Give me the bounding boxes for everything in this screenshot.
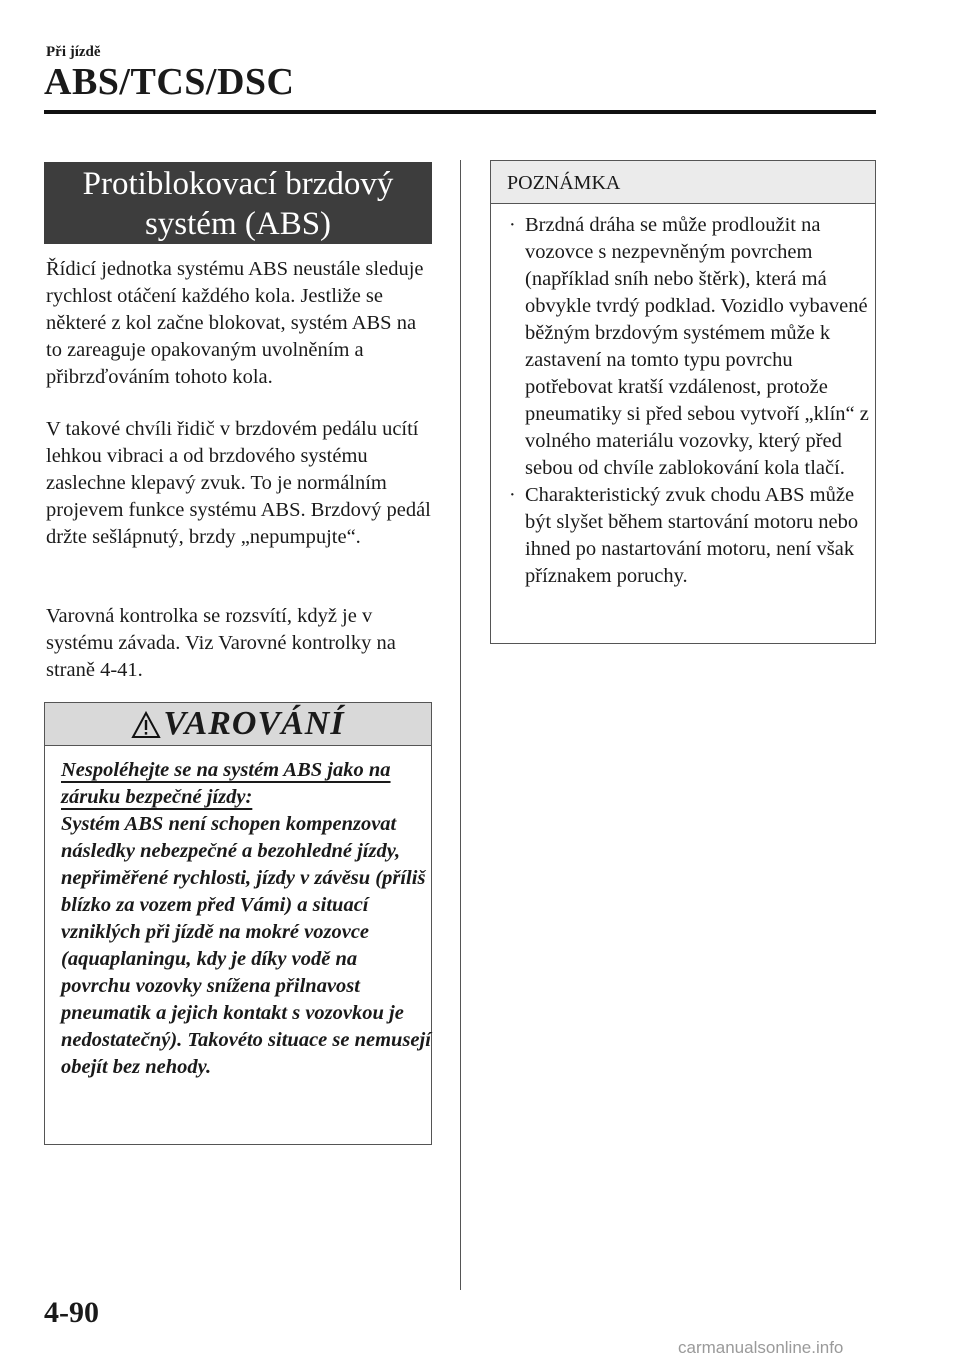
- warning-triangle-icon: [131, 711, 161, 739]
- paragraph-warning-light: Varovná kontrolka se rozsvítí, když je v systému závada. Viz Varovné kontrolky na straně 4-41.: [46, 605, 396, 681]
- warning-subheading: Nespoléhejte se na systém ABS jako na záruku bezpečné jízdy:: [61, 759, 391, 808]
- bullet-icon: ·: [509, 214, 516, 236]
- abs-heading-line1: Protiblokovací brzdový: [82, 166, 394, 202]
- watermark: carmanualsonline.info: [678, 1338, 844, 1357]
- note-item-text: Charakteristický zvuk chodu ABS může být slyšet během startování motoru nebo ihned po nastartování motoru, není však příznakem poruchy.: [525, 484, 859, 587]
- page-number: 4-90: [44, 1296, 99, 1329]
- note-box: [490, 160, 876, 644]
- note-list: [491, 204, 875, 590]
- section-label: Při jízdě: [46, 44, 101, 60]
- column-divider: [460, 160, 461, 1290]
- note-item-text: Brzdná dráha se může prodloužit na vozovce s nezpevněným povrchem (například sníh nebo štěrk), která má obvykle tvrdý podklad. Vozidlo vybavené běžným brzdovým systémem může k zastavení na tomto typu povrchu potřebovat kratší vzdálenost, protože pneumatiky si před sebou vytvoří „klín“ z volného materiálu vozovky, který před sebou od chvíle zablokování kola tlačí.: [525, 214, 869, 479]
- warning-box: [44, 702, 432, 1145]
- section-title: ABS/TCS/DSC: [44, 61, 295, 103]
- note-title: POZNÁMKA: [491, 161, 875, 204]
- warning-text: Systém ABS není schopen kompenzovat následky nebezpečné a bezohledné jízdy, nepřiměřené rychlosti, jízdy v závěsu (příliš blízko za vozem před Vámi) a situací vzniklých při jízdě na mokré vozovce (aquaplaningu, kdy je díky vodě na povrchu vozovky snížena přilnavost pneumatik a jejich kontakt s vozovkou je nedostatečný). Takovéto situace se nemusejí obejít bez nehody.: [61, 813, 431, 1078]
- abs-heading-line2: systém (ABS): [144, 206, 332, 242]
- note-item-braking-distance: [505, 212, 873, 482]
- note-item-abs-sound: [505, 482, 873, 590]
- paragraph-pedal-vibration: V takové chvíli řidič v brzdovém pedálu ucítí lehkou vibraci a od brzdového systému zaslechne klepavý zvuk. To je normálním projevem funkce systému ABS. Brzdový pedál držte sešlápnutý, brzdy „nepumpujte“.: [46, 418, 431, 548]
- bullet-icon: ·: [509, 484, 516, 506]
- warning-body: [45, 746, 431, 1081]
- paragraph-abs-function: Řídicí jednotka systému ABS neustále sleduje rychlost otáčení každého kola. Jestliže se některé z kol začne blokovat, systém ABS na to zareaguje opakovaným uvolněním a přibrzďováním tohoto kola.: [46, 258, 424, 388]
- warning-header: [45, 703, 431, 746]
- warning-title: VAROVÁNÍ: [163, 705, 345, 742]
- abs-heading: [44, 162, 432, 244]
- header-rule: [44, 110, 876, 114]
